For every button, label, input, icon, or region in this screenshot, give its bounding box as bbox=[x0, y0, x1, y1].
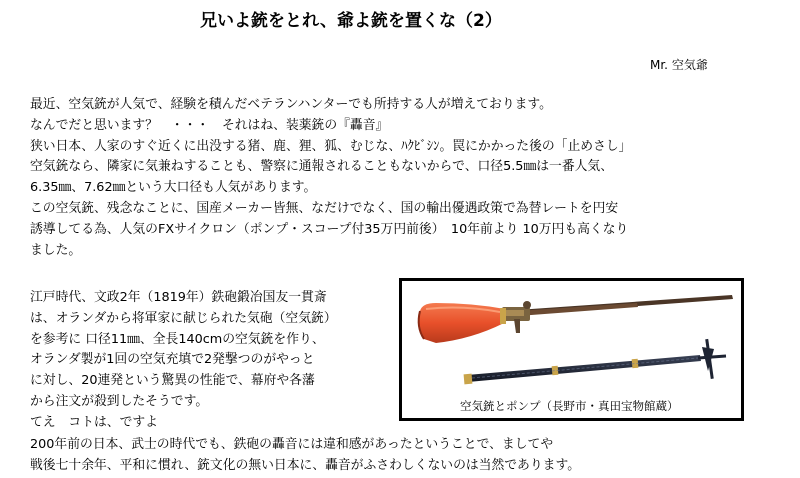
text-line: 最近、空気銃が人気で、経験を積んだベテランハンターでも所持する人が増えております。 bbox=[30, 97, 552, 112]
text-line: オランダ製が1回の空気充填で2発撃つのがやっと bbox=[30, 352, 315, 368]
text-line: 200年前の日本、武士の時代でも、鉄砲の轟音には違和感があったということで、ましてや bbox=[30, 437, 554, 452]
text-line: なんでだと思います？ ・・・ それはね、装薬銃の『轟音』 bbox=[30, 117, 389, 133]
text-line: 誘導してる為、人気のFXサイクロン（ポンプ・スコープ付35万円前後） 10年前より 10万円も高くなり bbox=[30, 221, 629, 237]
text-line: 戦後七十余年、平和に慣れ、銃文化の無い日本に、轟音がふさわしくないのは当然であります。 bbox=[30, 457, 581, 473]
text-line: から注文が殺到したそうです。 bbox=[30, 393, 209, 409]
text-line: この空気銃、残念なことに、国産メーカー皆無、なだけでなく、国の輸出優遇政策で為替レートを円安 bbox=[30, 200, 619, 216]
text-line: は、オランダから将軍家に献じられた気砲（空気銃） bbox=[30, 310, 337, 326]
text-line: に対し、20連発という驚異の性能で、幕府や各藩 bbox=[30, 373, 315, 389]
pump-band bbox=[464, 374, 473, 385]
text-line: 江戸時代、文政2年（1819年）鉄砲鍛冶国友一貫斎 bbox=[30, 290, 327, 305]
paragraph-conclusion bbox=[30, 435, 770, 477]
text-line: 空気銃なら、隣家に気兼ねすることも、警察に通報されることもないからで、口径5.5㎜は一番人気、 bbox=[30, 159, 614, 175]
photo-caption: 空気銃とポンプ（長野市・真田宝物館蔵） bbox=[460, 399, 679, 413]
air-gun-photo bbox=[399, 278, 744, 421]
author-name: Mr. 空気爺 bbox=[650, 58, 708, 72]
article-title: 兄いよ銃をとれ、爺よ銃を置くな（2） bbox=[200, 11, 502, 31]
text-line: を参考に 口径11㎜、全長140cmの空気銃を作り、 bbox=[30, 331, 325, 347]
paragraph-history bbox=[30, 288, 400, 434]
text-line: 6.35㎜、7.62㎜という大口径も人気があります。 bbox=[30, 180, 317, 196]
text-line: ました。 bbox=[30, 242, 82, 258]
paragraph-intro bbox=[30, 95, 770, 261]
text-line: てえ コトは、ですよ bbox=[30, 414, 158, 430]
text-line: 狭い日本、人家のすぐ近くに出没する猪、鹿、狸、狐、むじな、ﾊｸﾋﾞｼﾝ。罠にかかった後の「止めさし」 bbox=[30, 138, 632, 154]
